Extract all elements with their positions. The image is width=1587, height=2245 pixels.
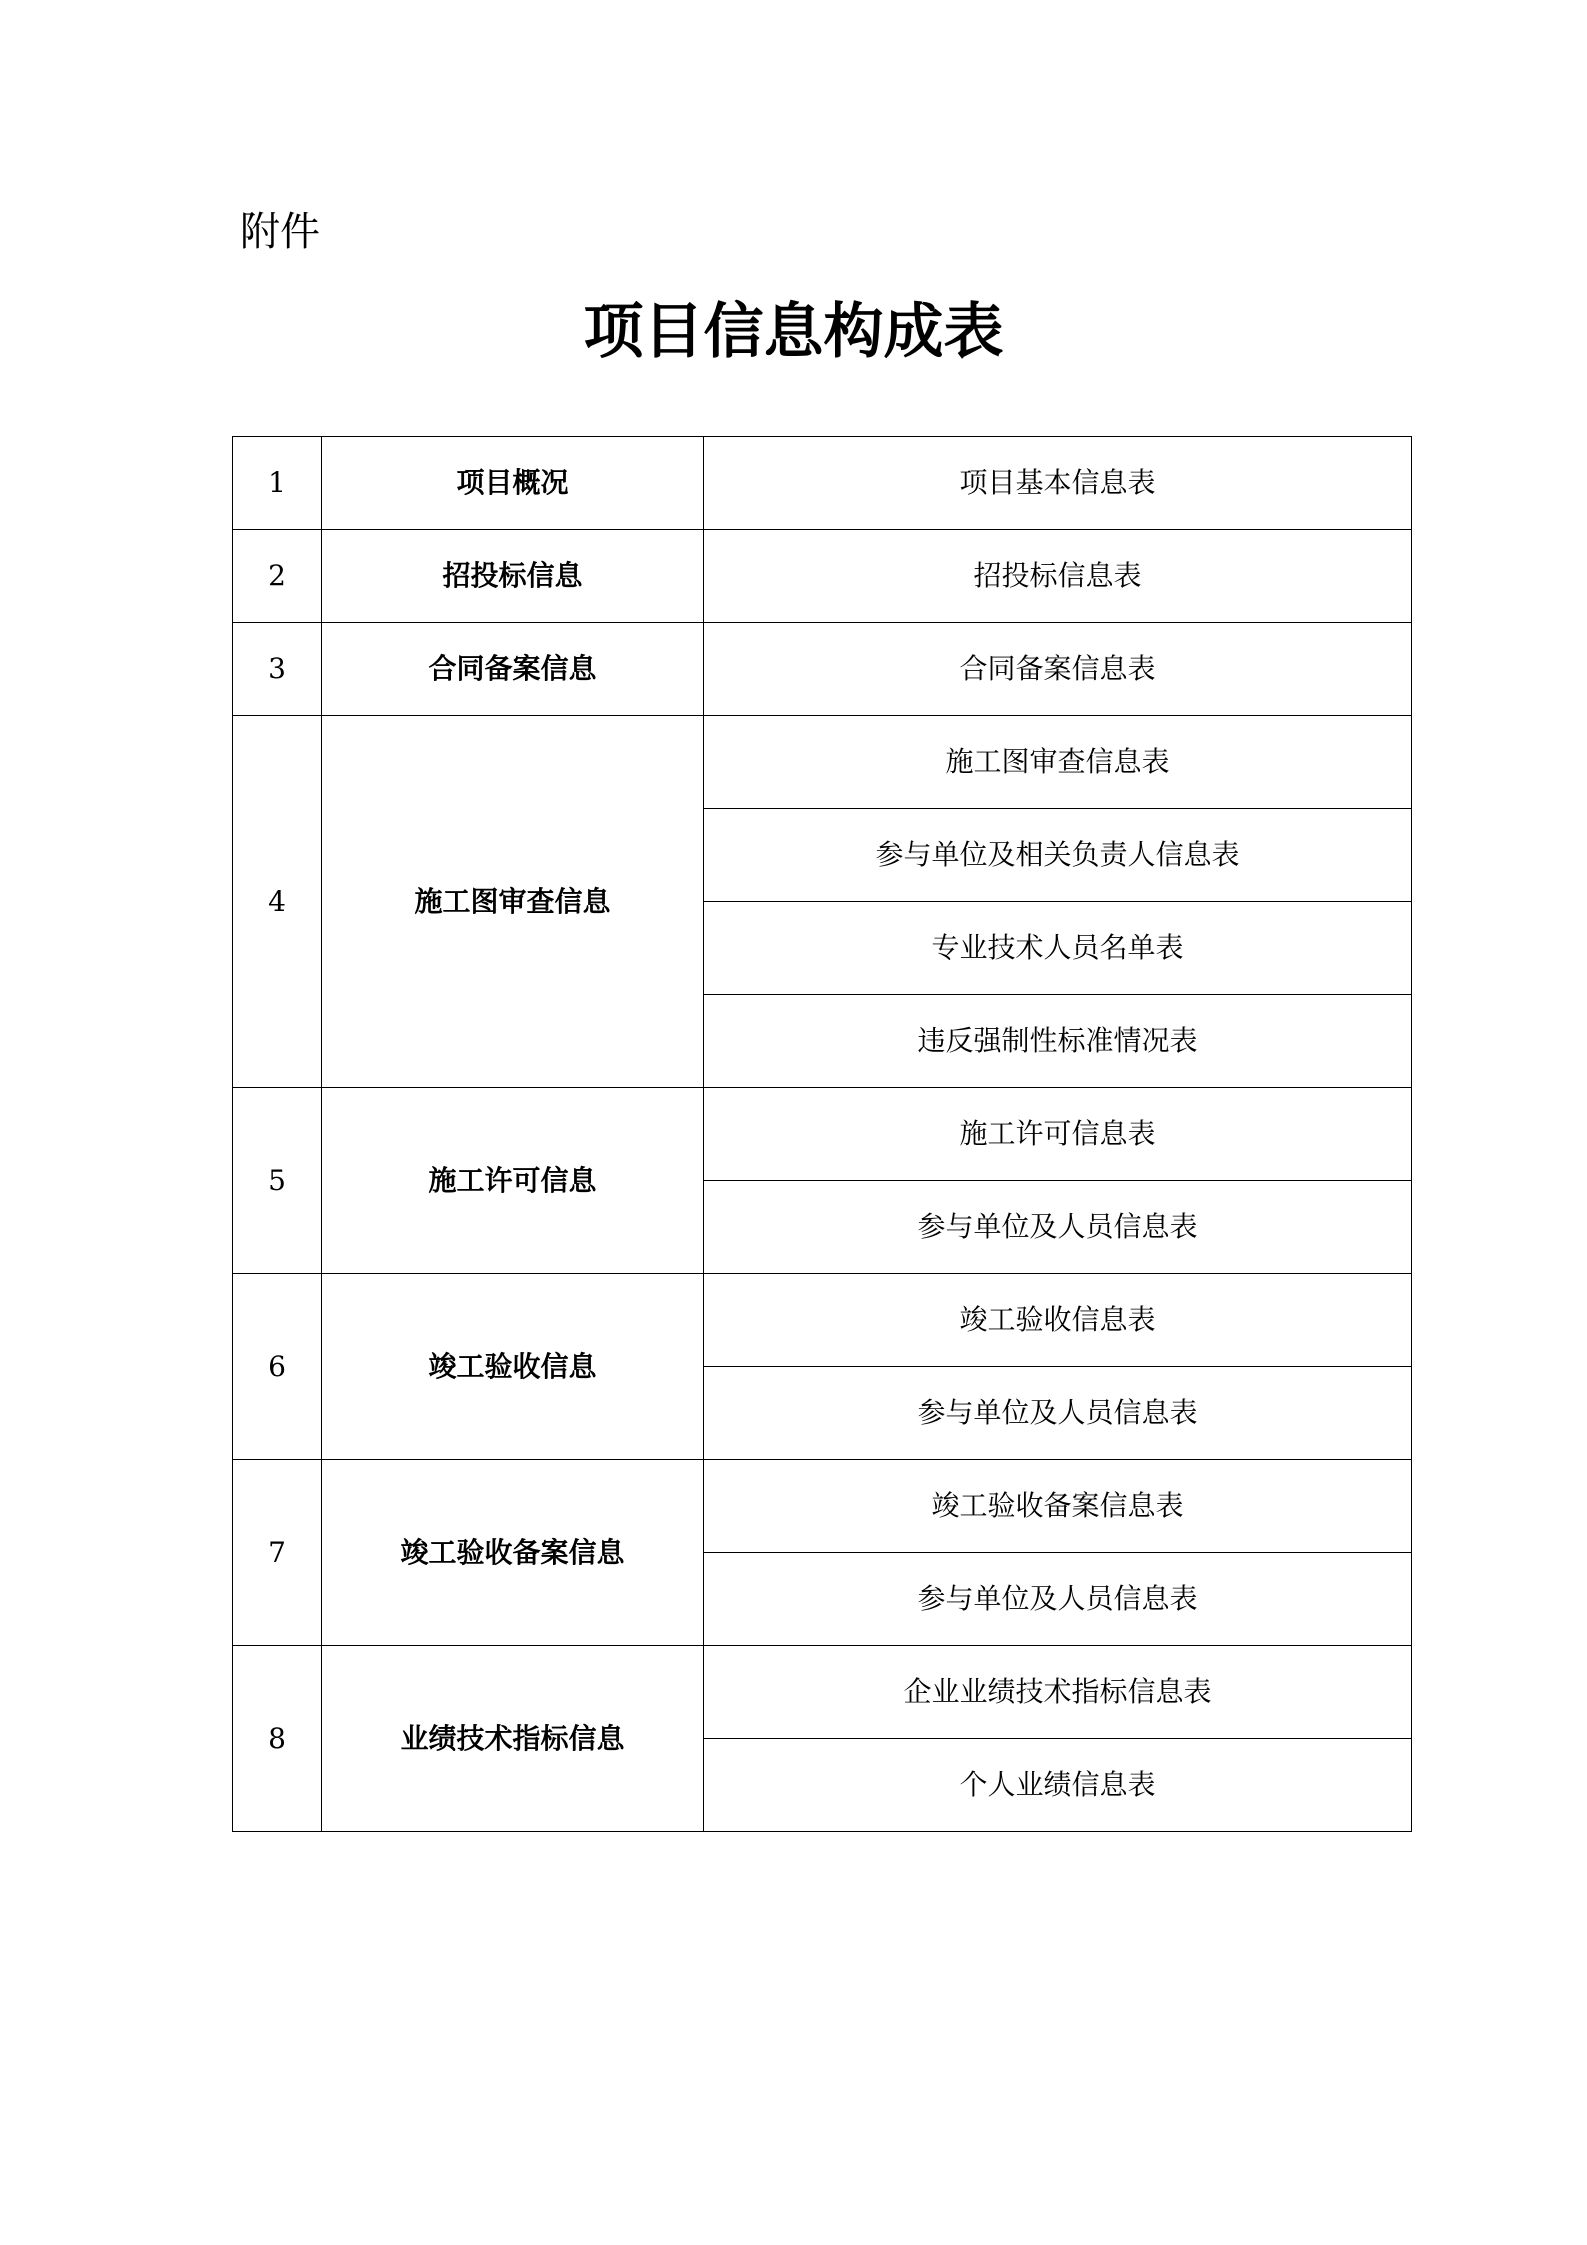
table-row: [233, 1460, 1412, 1553]
table-row: [233, 1646, 1412, 1739]
row-number: 2: [233, 530, 322, 623]
form-name: 参与单位及人员信息表: [704, 1553, 1412, 1646]
form-name: 招投标信息表: [704, 530, 1412, 623]
row-number: 8: [233, 1646, 322, 1832]
form-name: 项目基本信息表: [704, 437, 1412, 530]
table-row: [233, 716, 1412, 809]
category-name: 施工图审查信息: [322, 716, 704, 1088]
table-row: [233, 1274, 1412, 1367]
form-name: 参与单位及相关负责人信息表: [704, 809, 1412, 902]
category-name: 竣工验收备案信息: [322, 1460, 704, 1646]
row-number: 6: [233, 1274, 322, 1460]
row-number: 7: [233, 1460, 322, 1646]
table-row: [233, 437, 1412, 530]
row-number: 1: [233, 437, 322, 530]
form-name: 专业技术人员名单表: [704, 902, 1412, 995]
form-name: 合同备案信息表: [704, 623, 1412, 716]
category-name: 项目概况: [322, 437, 704, 530]
project-info-table: [232, 436, 1412, 1832]
row-number: 4: [233, 716, 322, 1088]
form-name: 参与单位及人员信息表: [704, 1367, 1412, 1460]
category-name: 合同备案信息: [322, 623, 704, 716]
attachment-label: 附件: [240, 209, 320, 255]
form-name: 竣工验收备案信息表: [704, 1460, 1412, 1553]
category-name: 招投标信息: [322, 530, 704, 623]
category-name: 业绩技术指标信息: [322, 1646, 704, 1832]
form-name: 企业业绩技术指标信息表: [704, 1646, 1412, 1739]
table-row: [233, 623, 1412, 716]
form-name: 施工许可信息表: [704, 1088, 1412, 1181]
form-name: 个人业绩信息表: [704, 1739, 1412, 1832]
document-title: 项目信息构成表: [583, 297, 1004, 367]
form-name: 参与单位及人员信息表: [704, 1181, 1412, 1274]
form-name: 违反强制性标准情况表: [704, 995, 1412, 1088]
table-row: [233, 530, 1412, 623]
category-name: 竣工验收信息: [322, 1274, 704, 1460]
form-name: 施工图审查信息表: [704, 716, 1412, 809]
form-name: 竣工验收信息表: [704, 1274, 1412, 1367]
category-name: 施工许可信息: [322, 1088, 704, 1274]
row-number: 3: [233, 623, 322, 716]
row-number: 5: [233, 1088, 322, 1274]
table-row: [233, 1088, 1412, 1181]
